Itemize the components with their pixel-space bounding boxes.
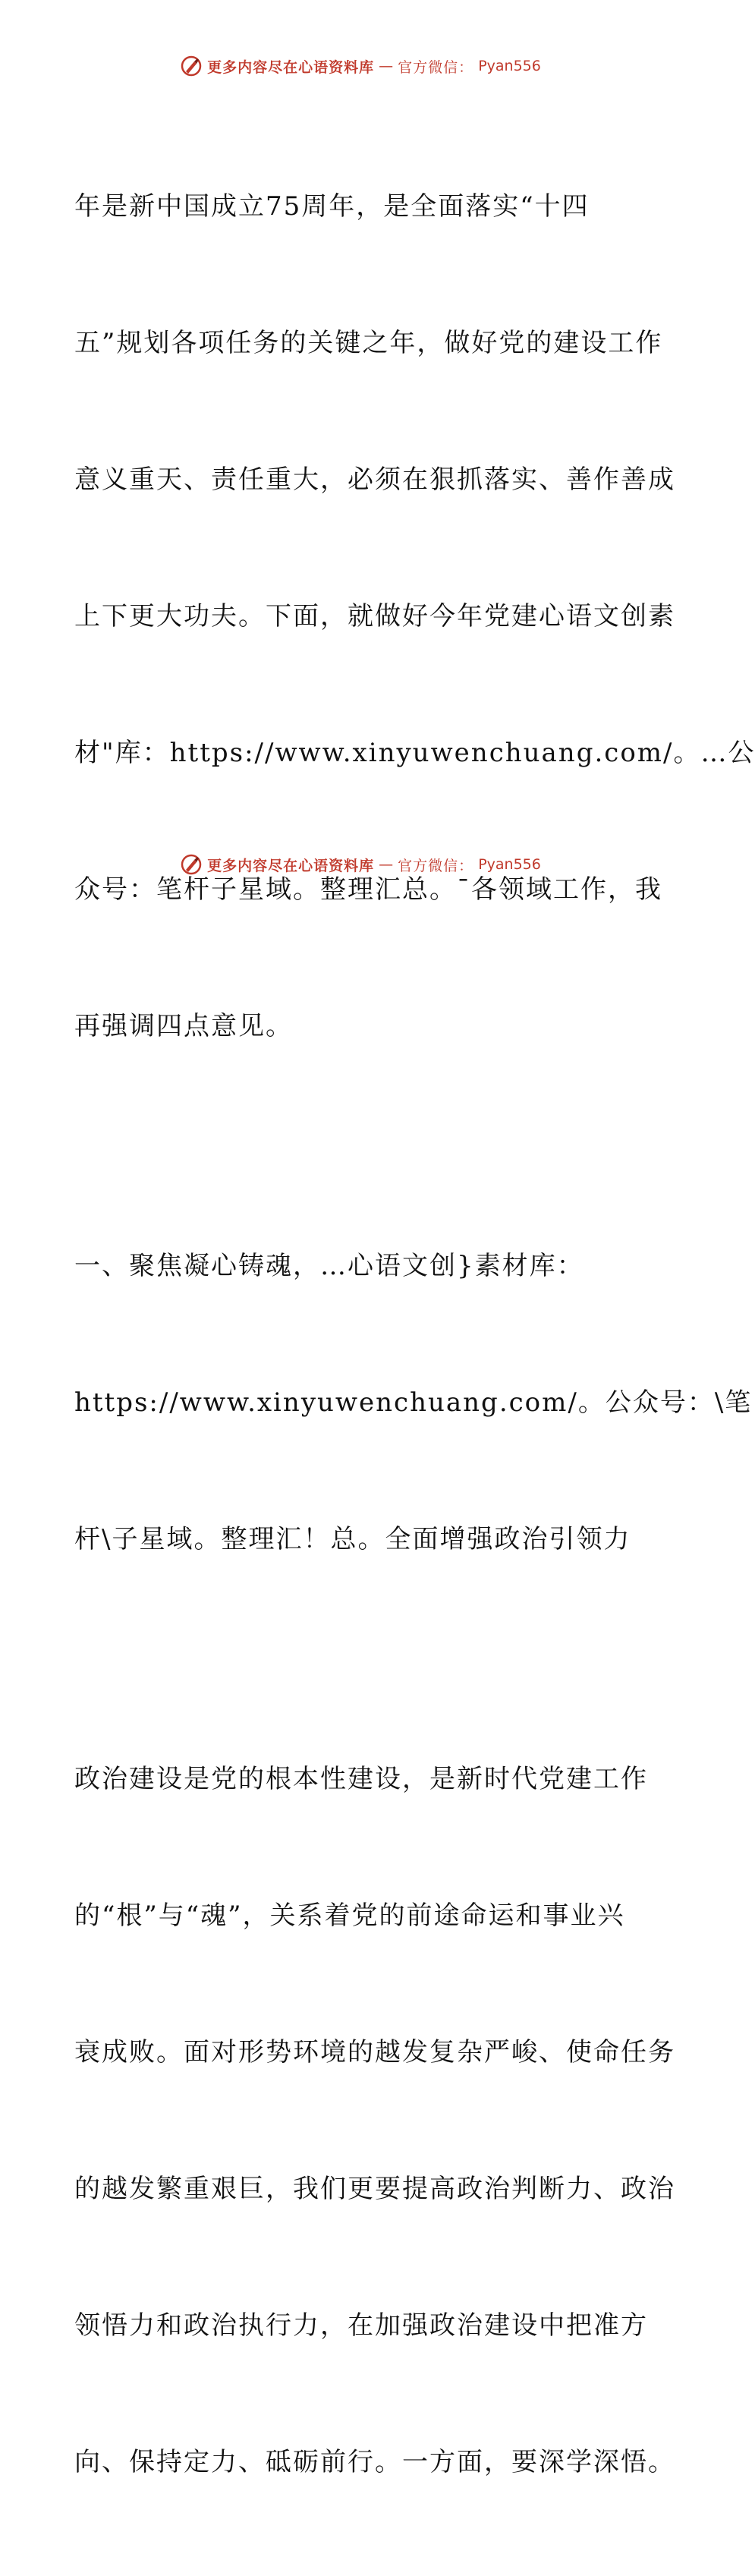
watermark-main-text: 更多内容尽在心语资料库 [207,857,375,874]
header-watermark [0,55,721,77]
text-line: 五”规划各项任务的关键之年，做好党的建设工作 [74,328,663,358]
text-line: 政治建设是党的根本性建设，是新时代党建工作 [74,1764,648,1794]
watermark-dash: — [379,856,394,873]
text-line: 衰成败。面对形势环境的越发复杂严峻、使命任务 [74,2037,675,2067]
text-line: 领悟力和政治执行力，在加强政治建设中把准方 [74,2310,648,2341]
text-line: 一、聚焦凝心铸魂，…心语文创}素材库： [74,1251,584,1281]
watermark-wechat-label: 官方微信： [398,857,474,874]
watermark-wechat-id: Pyan556 [478,856,541,873]
text-line: 向、保持定力、砥砺前行。一方面，要深学深悟。 [74,2447,675,2477]
text-line: 材"库：https://www.xinyuwenchuang.com/。…公 [74,738,755,768]
text-line: 上下更大功夫。下面，就做好今年党建心语文创素 [74,601,675,631]
document-body [74,93,755,2576]
pen-logo-icon [180,853,203,876]
text-line: 的越发繁重艰巨，我们更要提高政治判断力、政治 [74,2174,675,2204]
watermark-wechat-id: Pyan556 [478,58,541,74]
paragraph-intro [74,93,755,1140]
paragraph-section-heading [74,1152,753,1653]
watermark-dash: — [379,58,394,74]
pen-logo-icon [180,55,203,77]
watermark-main-text: 更多内容尽在心语资料库 [207,58,375,76]
text-line: 众号：笔杆子星域。整理汇总。¯各领域工作，我 [74,874,662,905]
footer-watermark [0,853,721,876]
text-line: https://www.xinyuwenchuang.com/。公众号：\笔 [74,1387,753,1418]
text-line: 意义重天、责任重大，必须在狠抓落实、善作善成 [74,464,675,495]
text-line: 的“根”与“魂”，关系着党的前途命运和事业兴 [74,1901,625,1931]
text-line: 年是新中国成立75周年，是全面落实“十四 [74,191,590,222]
text-line: 杆\子星域。整理汇！总。全面增强政治引领力 [74,1524,631,1554]
paragraph-political-building [74,1665,675,2576]
text-line: 再强调四点意见。 [74,1011,293,1041]
watermark-wechat-label: 官方微信： [398,58,474,76]
